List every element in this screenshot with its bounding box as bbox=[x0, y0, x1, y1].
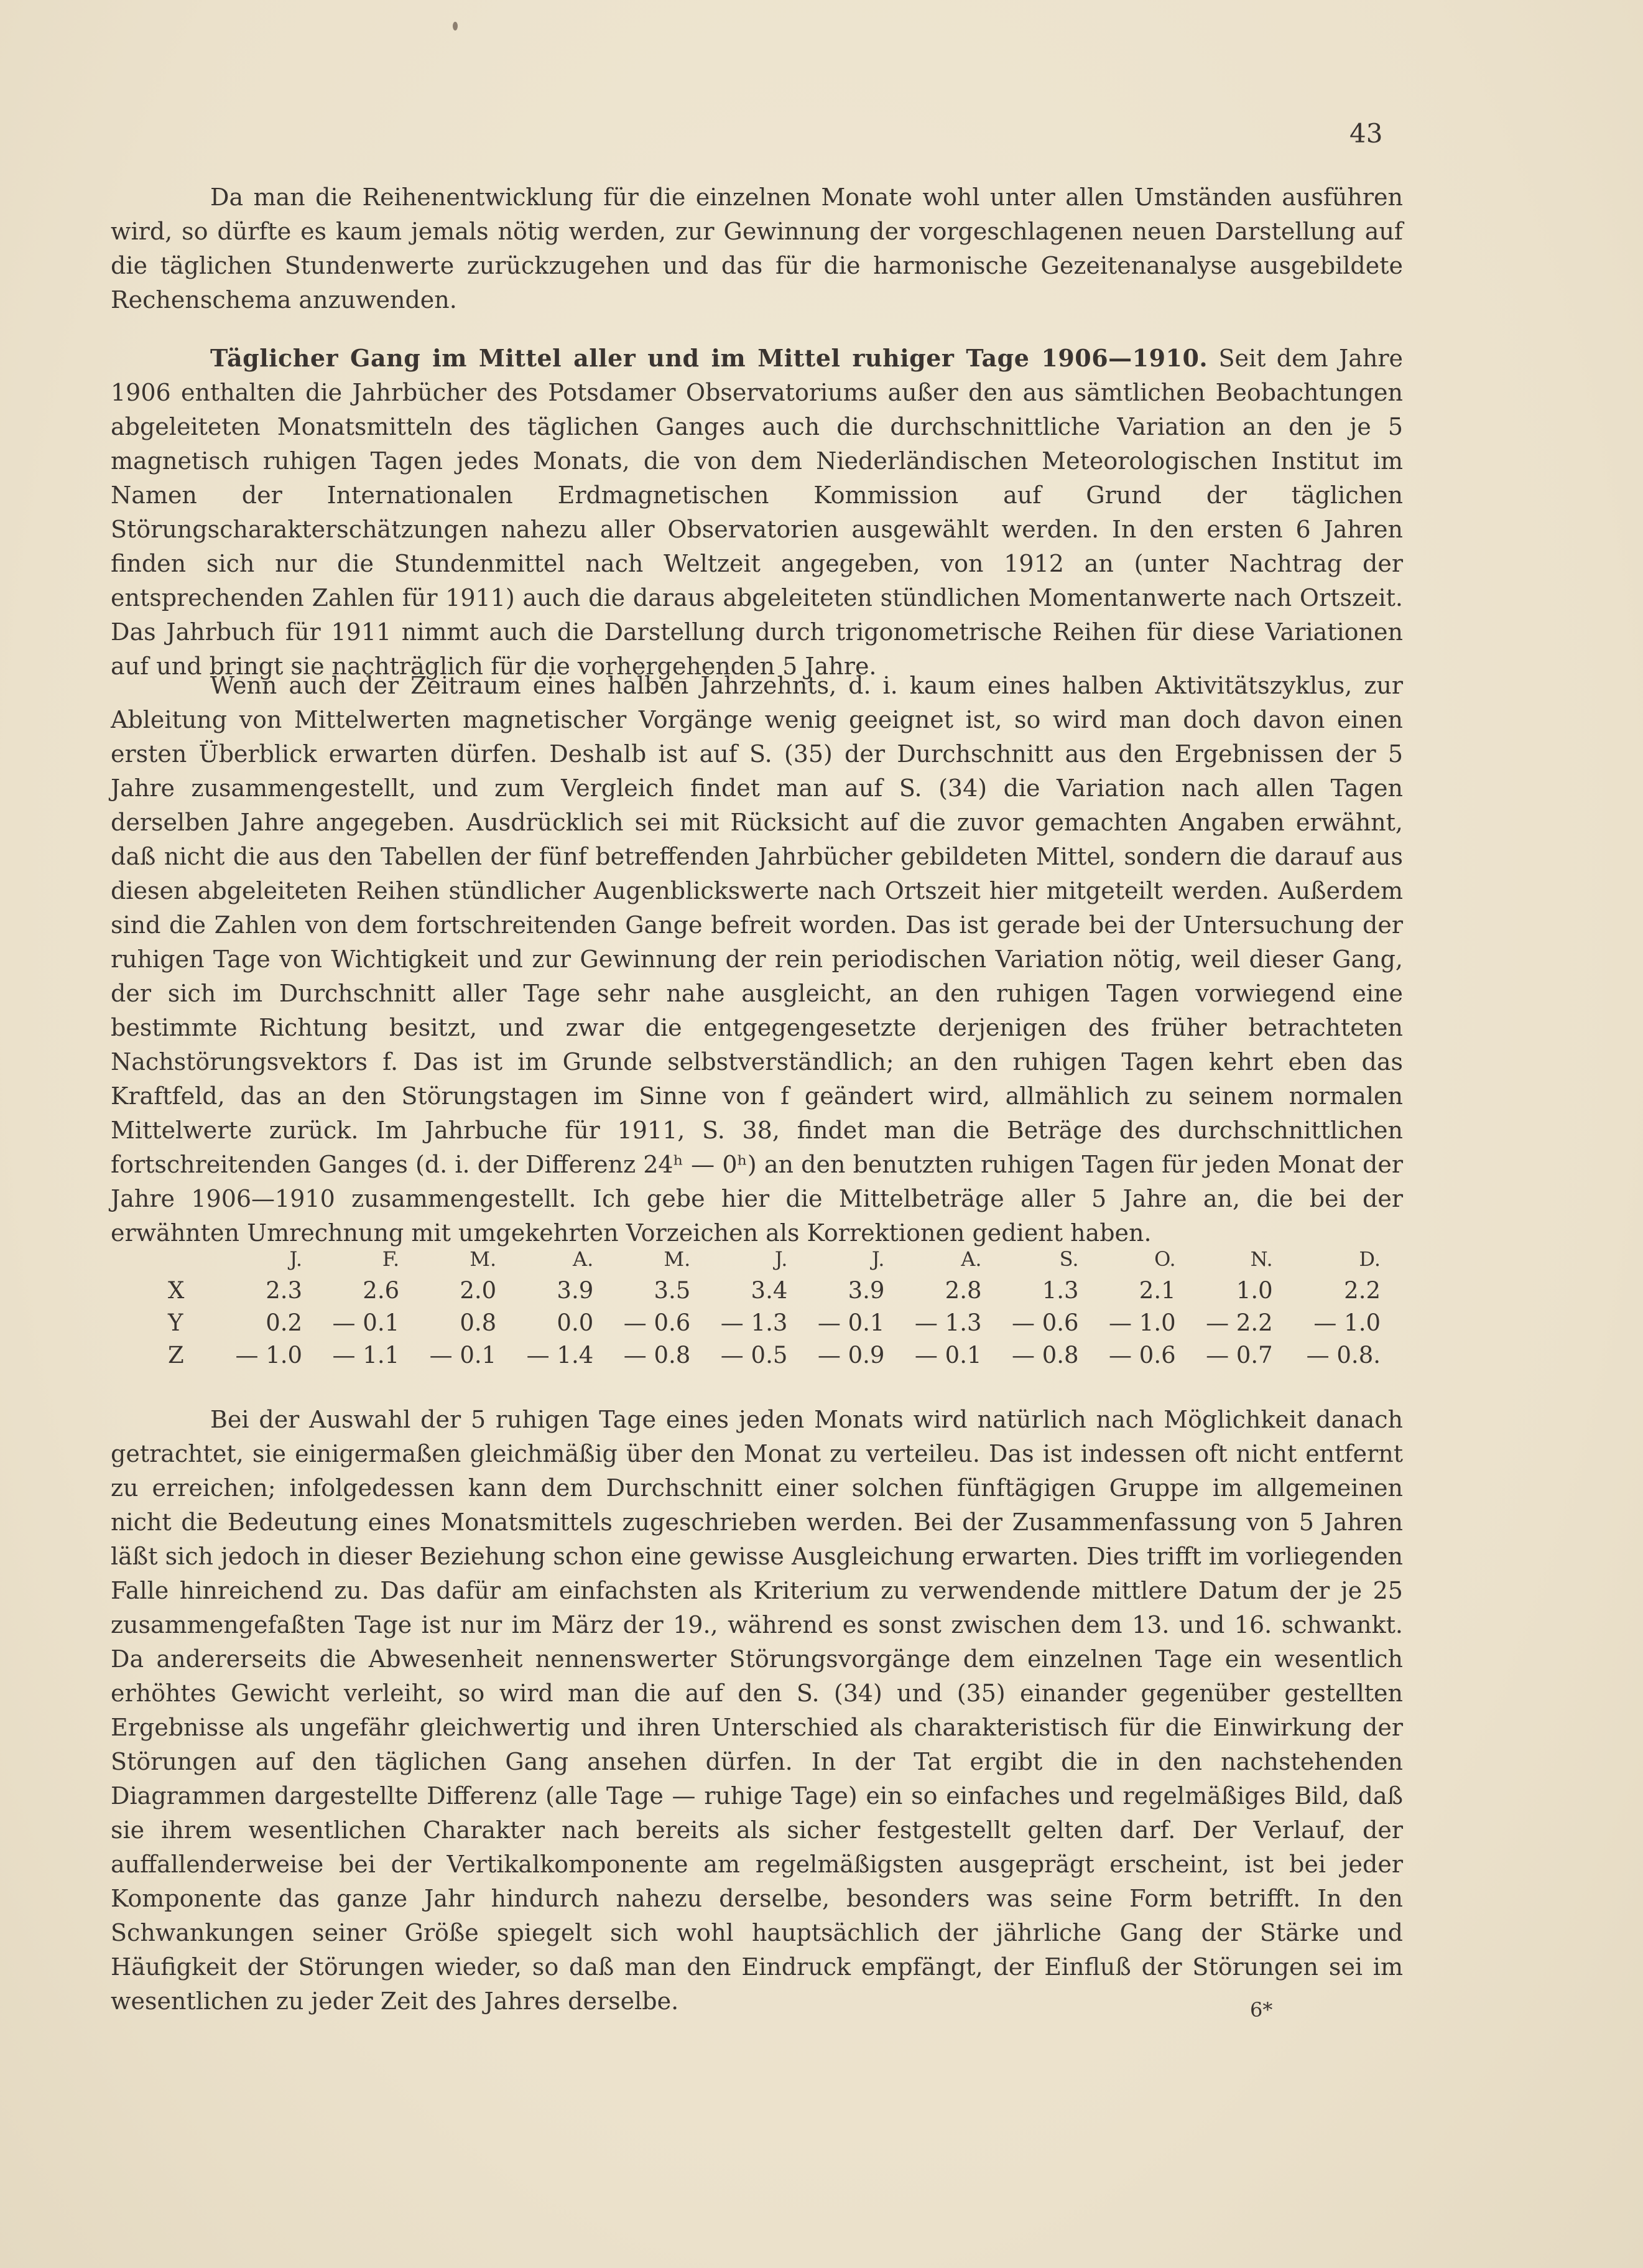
month-header: A. bbox=[572, 1247, 594, 1271]
month-header: F. bbox=[382, 1247, 400, 1271]
table-cell: — 0.7 bbox=[1206, 1341, 1273, 1369]
section-heading: Täglicher Gang im Mittel aller und im Mittel ruhiger Tage 1906—1910. bbox=[210, 344, 1208, 372]
table-cell: 2.8 bbox=[945, 1276, 982, 1304]
row-label: Y bbox=[168, 1309, 183, 1336]
row-label: Z bbox=[168, 1341, 184, 1369]
table-corner bbox=[168, 1244, 205, 1274]
paragraph-3-text: Wenn auch der Zeitraum eines halben Jahrzehnts, d. i. kaum eines halben Aktivitätszyklus, zur Ableitung von Mittelwerten magnetischer Vorgänge wenig geeignet ist, so wird man doch davon einen ersten Überblick erwarten dürfen. Deshalb ist auf S. (35) der Durchschnitt aus den Ergebnissen der 5 Jahre zusammengestellt, und zum Vergleich findet man auf S. (34) die Variation nach allen Tagen derselben Jahre angegeben. Ausdrücklich sei mit Rücksicht auf die zuvor gemachten Angaben erwähnt, daß nicht die aus den Tabellen der fünf betreffenden Jahrbücher gebildeten Mittel, sondern die darauf aus diesen abgeleiteten Reihen stündlicher Augenblickswerte nach Ortszeit hier mitgeteilt werden. Außerdem sind die Zahlen von dem fortschreitenden Gange befreit worden. Das ist gerade bei der Untersuchung der ruhigen Tage von Wichtigkeit und zur Gewinnung der rein periodischen Variation nötig, weil dieser Gang, der sich im Durchschnitt aller Tage sehr nahe ausgleicht, an den ruhigen Tagen vorwiegend eine bestimmte Richtung besitzt, und zwar die entgegengesetzte derjenigen des früher betrachteten Nachstörungsvektors f. Das ist im Grunde selbstverständlich; an den ruhigen Tagen kehrt eben das Kraftfeld, das an den Störungstagen im Sinne von f geändert wird, allmählich zu seinem normalen Mittelwerte zurück. Im Jahrbuche für 1911, S. 38, findet man die Beträge des durchschnittlichen fortschreitenden Ganges (d. i. der Differenz 24ʰ — 0ʰ) an den benutzten ruhigen Tagen für jeden Monat der Jahre 1906—1910 zusammengestellt. Ich gebe hier die Mittelbeträge aller 5 Jahre an, die bei der erwähnten Umrechnung mit umgekehrten Vorzeichen als Korrektionen gedient haben. bbox=[111, 672, 1403, 1247]
table-row bbox=[168, 1306, 1381, 1339]
table-cell: — 1.4 bbox=[526, 1341, 594, 1369]
table-cell: — 0.1 bbox=[429, 1341, 497, 1369]
table-cell: 2.3 bbox=[266, 1276, 303, 1304]
table-cell: 3.4 bbox=[751, 1276, 788, 1304]
paragraph-2 bbox=[111, 341, 1403, 684]
month-header: J. bbox=[871, 1247, 885, 1271]
month-header: J. bbox=[774, 1247, 788, 1271]
table-cell: — 1.3 bbox=[914, 1309, 982, 1336]
paragraph-1-text: Da man die Reihenentwicklung für die einzelnen Monate wohl unter allen Umständen ausführen wird, so dürfte es kaum jemals nötig werden, zur Gewinnung der vorgeschlagenen neuen Darstellung auf die täglichen Stundenwerte zurückzugehen und das für die harmonische Gezeitenanalyse ausgebildete Rechenschema anzuwenden. bbox=[111, 184, 1403, 314]
table-cell: 3.5 bbox=[654, 1276, 691, 1304]
table-cell: 0.8 bbox=[460, 1309, 497, 1336]
month-header: A. bbox=[961, 1247, 982, 1271]
table-cell: 2.0 bbox=[460, 1276, 497, 1304]
table-cell: — 1.0 bbox=[1109, 1309, 1176, 1336]
table-cell: — 0.1 bbox=[817, 1309, 885, 1336]
table-cell: — 0.5 bbox=[720, 1341, 788, 1369]
correction-table-grid bbox=[168, 1244, 1381, 1371]
month-header: O. bbox=[1154, 1247, 1176, 1271]
table-cell: — 0.1 bbox=[332, 1309, 400, 1336]
row-label: X bbox=[168, 1276, 185, 1304]
paragraph-2-text bbox=[111, 341, 1403, 684]
month-header: J. bbox=[289, 1247, 303, 1271]
table-cell: 1.3 bbox=[1042, 1276, 1079, 1304]
paragraph-1 bbox=[111, 180, 1403, 317]
table-cell: — 1.0 bbox=[235, 1341, 303, 1369]
signature-mark: 6* bbox=[1250, 1998, 1273, 2022]
table-cell: — 1.0 bbox=[1313, 1309, 1381, 1336]
paragraph-2-body: Seit dem Jahre 1906 enthalten die Jahrbücher des Potsdamer Observatoriums außer den aus sämtlichen Beobachtungen abgeleiteten Monatsmitteln des täglichen Ganges auch die durchschnittliche Variation an den je 5 magnetisch ruhigen Tagen jedes Monats, die von dem Niederländischen Meteorologischen Institut im Namen der Internationalen Erdmagnetischen Kommission auf Grund der täglichen Störungscharakterschätzungen nahezu aller Observatorien ausgewählt werden. In den ersten 6 Jahren finden sich nur die Stundenmittel nach Weltzeit angegeben, von 1912 an (unter Nachtrag der entsprechenden Zahlen für 1911) auch die daraus abgeleiteten stündlichen Momentanwerte nach Ortszeit. Das Jahrbuch für 1911 nimmt auch die Darstellung durch trigonometrische Reihen für diese Variationen auf und bringt sie nachträglich für die vorhergehenden 5 Jahre. bbox=[111, 345, 1403, 680]
table-cell: — 0.9 bbox=[817, 1341, 885, 1369]
table-row bbox=[168, 1339, 1381, 1371]
table-cell: — 2.2 bbox=[1206, 1309, 1273, 1336]
table-cell: — 0.8 bbox=[1011, 1341, 1079, 1369]
paragraph-4 bbox=[111, 1403, 1403, 2019]
correction-table bbox=[168, 1244, 1381, 1371]
table-cell: — 0.6 bbox=[623, 1309, 691, 1336]
table-cell: 1.0 bbox=[1236, 1276, 1273, 1304]
table-cell: — 0.6 bbox=[1109, 1341, 1176, 1369]
table-cell: 0.0 bbox=[557, 1309, 594, 1336]
month-header: N. bbox=[1250, 1247, 1273, 1271]
table-cell: 2.2 bbox=[1344, 1276, 1381, 1304]
month-header: S. bbox=[1059, 1247, 1079, 1271]
paragraph-3 bbox=[111, 669, 1403, 1250]
table-cell: — 0.8 bbox=[623, 1341, 691, 1369]
table-cell: 2.6 bbox=[363, 1276, 400, 1304]
table-cell: 0.2 bbox=[266, 1309, 303, 1336]
table-row bbox=[168, 1274, 1381, 1306]
table-cell: — 1.1 bbox=[332, 1341, 400, 1369]
table-cell: 3.9 bbox=[848, 1276, 885, 1304]
month-header: M. bbox=[470, 1247, 497, 1271]
paragraph-4-text: Bei der Auswahl der 5 ruhigen Tage eines jeden Monats wird natürlich nach Möglichkeit danach getrachtet, sie einigermaßen gleichmäßig über den Monat zu verteileu. Das ist indessen oft nicht entfernt zu erreichen; infolgedessen kann dem Durchschnitt einer solchen fünftägigen Gruppe im allgemeinen nicht die Bedeutung eines Monatsmittels zugeschrieben werden. Bei der Zusammenfassung von 5 Jahren läßt sich jedoch in dieser Beziehung schon eine gewisse Ausgleichung erwarten. Dies trifft im vorliegenden Falle hinreichend zu. Das dafür am einfachsten als Kriterium zu verwendende mittlere Datum der je 25 zusammengefaßten Tage ist nur im März der 19., während es sonst zwischen dem 13. und 16. schwankt. Da andererseits die Abwesenheit nennenswerter Störungsvorgänge dem einzelnen Tage ein wesentlich erhöhtes Gewicht verleiht, so wird man die auf den S. (34) und (35) einander gegenüber gestellten Ergebnisse als ungefähr gleichwertig und ihren Unterschied als charakteristisch für die Einwirkung der Störungen auf den täglichen Gang ansehen dürfen. In der Tat ergibt die in den nachstehenden Diagrammen dargestellte Differenz (alle Tage — ruhige Tage) ein so einfaches und regelmäßiges Bild, daß sie ihrem wesentlichen Charakter nach bereits als sicher festgestellt gelten darf. Der Verlauf, der auffallenderweise bei der Vertikalkomponente am regelmäßigsten ausgeprägt erscheint, ist bei jeder Komponente das ganze Jahr hindurch nahezu derselbe, besonders was seine Form betrifft. In den Schwankungen seiner Größe spiegelt sich wohl hauptsächlich der jährliche Gang der Stärke und Häufigkeit der Störungen wieder, so daß man den Eindruck empfängt, der Einfluß der Störungen sei im wesentlichen zu jeder Zeit des Jahres derselbe. bbox=[111, 1406, 1403, 2015]
table-cell: — 1.3 bbox=[720, 1309, 788, 1336]
table-header-row bbox=[168, 1244, 1381, 1274]
page-number: 43 bbox=[1349, 118, 1383, 149]
table-cell: 3.9 bbox=[557, 1276, 594, 1304]
table-cell: — 0.1 bbox=[914, 1341, 982, 1369]
paper-speck bbox=[453, 22, 458, 30]
month-header: M. bbox=[664, 1247, 691, 1271]
table-cell: 2.1 bbox=[1139, 1276, 1176, 1304]
month-header: D. bbox=[1359, 1247, 1381, 1271]
table-cell: — 0.8. bbox=[1306, 1341, 1381, 1369]
table-cell: — 0.6 bbox=[1011, 1309, 1079, 1336]
